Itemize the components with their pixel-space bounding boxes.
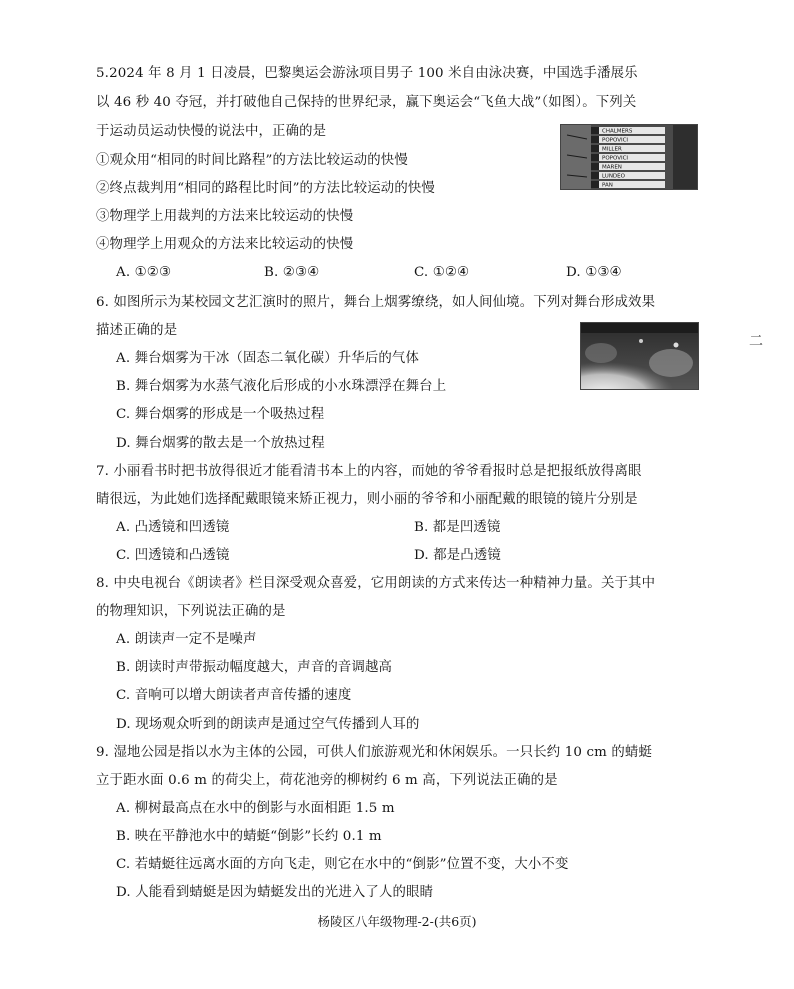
q9-option-a: A. 柳树最高点在水中的倒影与水面相距 1.5 m xyxy=(116,801,395,816)
scoreboard-name: POPOVICI xyxy=(602,155,629,162)
q8-option-a: A. 朗读声一定不是噪声 xyxy=(116,632,257,647)
q7-stem-line-2: 睛很远，为此她们选择配戴眼镜来矫正视力，则小丽的爷爷和小丽配戴的眼镜的镜片分别是 xyxy=(96,492,638,507)
q5-stem-line-2: 以 46 秒 40 夺冠，并打破他自己保持的世界纪录，赢下奥运会“飞鱼大战”（如图）。下列关 xyxy=(96,95,637,110)
q6-stem-line-2: 描述正确的是 xyxy=(96,323,178,338)
q5-option-b: B. ②③④ xyxy=(264,265,320,280)
q5-statement-3: ③物理学上用裁判的方法来比较运动的快慢 xyxy=(96,209,354,224)
q9-option-c: C. 若蜻蜓往远离水面的方向飞走，则它在水中的“倒影”位置不变，大小不变 xyxy=(116,857,569,872)
q9-option-d: D. 人能看到蜻蜓是因为蜻蜓发出的光进入了人的眼睛 xyxy=(116,885,434,900)
q5-stem-line-1: 5.2024 年 8 月 1 日凌晨，巴黎奥运会游泳项目男子 100 米自由泳决赛，中国选手潘展乐 xyxy=(96,66,638,81)
scoreboard-photo xyxy=(560,124,698,190)
q5-statement-2: ②终点裁判用“相同的路程比时间”的方法比较运动的快慢 xyxy=(96,181,435,196)
q8-stem-line-2: 的物理知识，下列说法正确的是 xyxy=(96,604,286,619)
scoreboard-name: POPOVICI xyxy=(602,137,629,144)
scoreboard-name: CHALMERS xyxy=(602,128,633,135)
q7-option-d: D. 都是凸透镜 xyxy=(414,548,501,563)
q6-option-c: C. 舞台烟雾的形成是一个吸热过程 xyxy=(116,407,325,422)
q7-option-c: C. 凹透镜和凸透镜 xyxy=(116,548,230,563)
q5-statement-4: ④物理学上用观众的方法来比较运动的快慢 xyxy=(96,237,354,252)
q5-stem-line-3: 于运动员运动快慢的说法中，正确的是 xyxy=(96,124,327,139)
stage-fog-photo xyxy=(580,322,699,390)
q5-option-a: A. ①②③ xyxy=(116,265,172,280)
q6-option-b: B. 舞台烟雾为水蒸气液化后形成的小水珠漂浮在舞台上 xyxy=(116,379,447,394)
q9-stem-line-2: 立于距水面 0.6 m 的荷尖上，荷花池旁的柳树约 6 m 高，下列说法正确的是 xyxy=(96,773,558,788)
q7-stem-line-1: 7. 小丽看书时把书放得很近才能看清书本上的内容，而她的爷爷看报时总是把报纸放得离眼 xyxy=(96,464,642,479)
scoreboard-name: LUNDEO xyxy=(602,173,625,180)
q5-statement-1: ①观众用“相同的时间比路程”的方法比较运动的快慢 xyxy=(96,153,408,168)
q8-option-d: D. 现场观众听到的朗读声是通过空气传播到人耳的 xyxy=(116,717,420,732)
page-footer: 杨陵区八年级物理-2-(共6页) xyxy=(317,914,477,929)
margin-mark: 二 xyxy=(747,333,763,347)
q6-option-d: D. 舞台烟雾的散去是一个放热过程 xyxy=(116,436,325,451)
q8-option-c: C. 音响可以增大朗读者声音传播的速度 xyxy=(116,688,352,703)
q6-option-a: A. 舞台烟雾为干冰（固态二氧化碳）升华后的气体 xyxy=(116,351,419,366)
scoreboard-name: MILLER xyxy=(602,146,622,153)
q8-option-b: B. 朗读时声带振动幅度越大，声音的音调越高 xyxy=(116,660,393,675)
scoreboard-name: MAREN xyxy=(602,164,622,171)
q5-option-d: D. ①③④ xyxy=(566,265,622,280)
q7-option-a: A. 凸透镜和凹透镜 xyxy=(116,520,230,535)
scoreboard-name: PAN xyxy=(602,182,613,189)
q5-option-c: C. ①②④ xyxy=(414,265,470,280)
q9-option-b: B. 映在平静池水中的蜻蜓“倒影”长约 0.1 m xyxy=(116,829,382,844)
q7-option-b: B. 都是凹透镜 xyxy=(414,520,501,535)
q9-stem-line-1: 9. 湿地公园是指以水为主体的公园，可供人们旅游观光和休闲娱乐。一只长约 10 cm 的蜻蜓 xyxy=(96,745,652,760)
q6-stem-line-1: 6. 如图所示为某校园文艺汇演时的照片，舞台上烟雾缭绕，如人间仙境。下列对舞台形成效果 xyxy=(96,295,656,310)
q8-stem-line-1: 8. 中央电视台《朗读者》栏目深受观众喜爱，它用朗读的方式来传达一种精神力量。关于其中 xyxy=(96,576,656,591)
